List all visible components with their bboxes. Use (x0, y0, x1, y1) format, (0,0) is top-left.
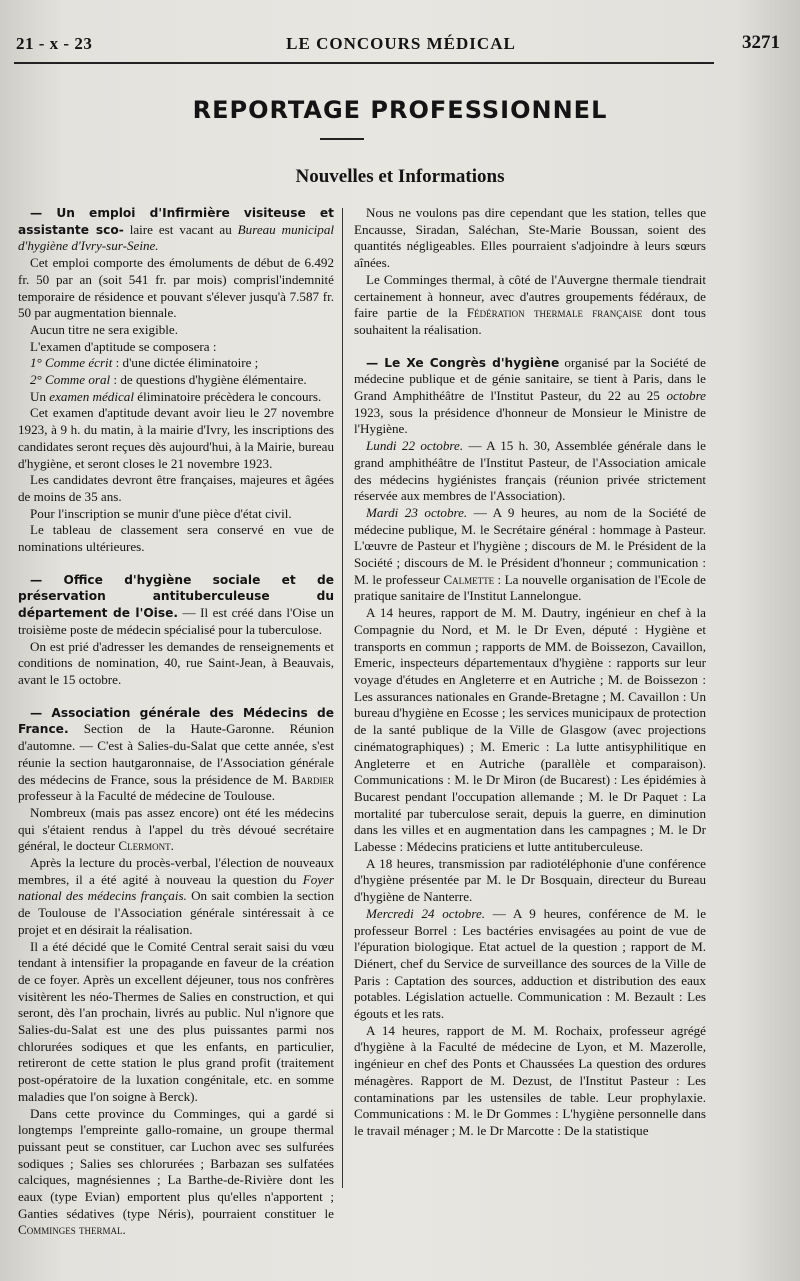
article-association: — Association générale des Médecins de France. Section de la Haute-Garonne. Réunion d'automne. — C'est à Salies-du-Salat que cette année, s'est réunie la section hautgaronnaise, de l'Association générale des médecins de France, sous la présidence de M. Bardier professeur à la Faculté de médecine de Toulouse. (18, 705, 334, 804)
paragraph: A 14 heures, rapport de M. M. Dautry, ingénieur en chef à la Compagnie du Nord, et M. le Dr Even, député : Hygiène et transports en commun ; rapports de MM. de Boissezon, Cavaillon, Emeric, inspecteurs départementaux d'hygiène : rapports sur leur voyage d'études en Angleterre et en Autriche ; M. de Boissezon : Les assurances nationales en Grande-Bretagne ; M. Cavaillon : Un bureau d'hygiène en Ecosse ; les services municipaux de protection de la santé publique de la Ville de Glasgow (avec projections cinématographiques) ; M. Emeric : La lutte antisyphilitique en Angleterre et en Autriche (parallèle et comparaison). Communications : M. le Dr Miron (de Bucarest) : Les épidémies à Bucarest pendant l'occupation allemande ; M. le Dr Paquet : La mortalité par tuberculose serait, depuis la guerre, en diminution dans les villes et en augmentation dans les campagnes ; M. le Dr Labesse : Médecins praticiens et lutte antituberculeuse. (354, 605, 706, 855)
paragraph: Le tableau de classement sera conservé en vue de nominations ultérieures. (18, 522, 334, 555)
left-column (18, 205, 334, 1239)
paragraph: Les candidates devront être françaises, majeures et âgées de moins de 35 ans. (18, 472, 334, 504)
page-number: 3271 (742, 32, 780, 53)
paragraph: Un examen médical éliminatoire précèdera le concours. (30, 388, 322, 404)
paragraph: Cet examen d'aptitude devant avoir lieu le 27 novembre 1923, à 9 h. du matin, à la mairie d'Ivry, les inscriptions des candidates seront reçues dès aujourd'hui, à la Mairie, bureau d'hygiène, et seront closes le 21 novembre 1923. (18, 405, 334, 471)
paragraph: Lundi 22 octobre. — A 15 h. 30, Assemblée générale dans le grand amphithéâtre de l'Institut Pasteur, de l'Association amicale des médecins hygiénistes français (réunion privée strictement réservée aux membres de l'Association). (354, 438, 706, 504)
right-column (354, 205, 706, 1140)
article-heading: — Le Xe Congrès d'hygiène (366, 355, 560, 370)
paragraph: 1° Comme écrit : d'une dictée éliminatoire ; (30, 355, 259, 371)
paragraph: A 18 heures, transmission par radiotéléphonie d'une conférence d'hygiène présentée par M. le Dr Bosquain, directeur du Bureau d'hygiène de Nanterre. (354, 855, 706, 905)
paragraph: Il a été décidé que le Comité Central serait saisi du vœu tendant à intensifier la propagande en faveur de la création de ce foyer. Après un excellent déjeuner, tous nos confrères visitèrent les néo-Thermes de Salies en construction, et qui seront, dès l'an prochain, livrés au public. Nul n'ignore que Salies-du-Salat est une des plus puissantes parmi nos chlorurées sodiques et que les enfants, en particulier, retireront de cette station le plus grand profit (traitement post-opératoire de la luxation congénitale, etc. en somme maladies que l'on soigne à Berck). (18, 938, 334, 1104)
article-heading: — Office d'hygiène sociale et de préservation antituberculeuse du département de l'Oise. (18, 572, 334, 621)
article-infirmiere: — Un emploi d'Infirmière visiteuse et assistante sco- laire est vacant au Bureau municipal d'hygiène d'Ivry-sur-Seine. (18, 206, 335, 254)
header-date: 21 - x - 23 (16, 34, 93, 53)
subtitle: Nouvelles et Informations (295, 166, 505, 187)
paragraph: Mardi 23 octobre. — A 9 heures, au nom de la Société de médecine publique, M. le Secrétaire général : hommage à Pasteur. L'œuvre de Pasteur et l'hygiène ; discours de M. le Président de la Société ; discours de M. le Président d'honneur ; communication : M. le professeur Calmette : La nouvelle organisation de l'Ecole de pratique sanitaire de l'Institut Lannelongue. (354, 504, 706, 604)
article-heading: — Un emploi d'Infirmière visiteuse et assistante sco- (18, 206, 334, 237)
paragraph: Après la lecture du procès-verbal, l'élection de nouveaux membres, il a été agité à nouveau la question du Foyer national des médecins français. On sait combien la section de Toulouse de l'Association générale sintéressait à ce projet et en désirait la réalisation. (18, 855, 334, 937)
paragraph: Aucun titre ne sera exigible. (30, 321, 178, 337)
paragraph: Nous ne voulons pas dire cependant que les station, telles que Encausse, Siradan, Saléchan, Ste-Marie Boussan, soient des quantités négligeables. Elles pourraient s'adjoindre à leurs sœurs aînées. (354, 205, 706, 271)
title-rule (320, 138, 364, 140)
paragraph: Mercredi 24 octobre. — A 9 heures, conférence de M. le professeur Borrel : Les bactéries envisagées au point de vue de l'épuration biologique. Etat actuel de la question ; rapport de M. Diénert, chef du Service de surveillance des sources de la Ville de Paris : Captation des sources, adduction et distribution des eaux potables. Législation actuelle. Communication : M. Bezault : Les égouts et les rats. (354, 905, 707, 1022)
paragraph: Nombreux (mais pas assez encore) ont été les médecins qui s'étaient rendus à l'appel du très dévoué secrétaire général, le docteur Clermont. (18, 804, 334, 854)
paragraph: Le Comminges thermal, à côté de l'Auvergne thermale tiendrait certainement à honneur, avec d'autres groupements fédéraux, de faire partie de la Fédération thermale française dont tous souhaitent la réalisation. (354, 271, 706, 337)
paragraph: On est prié d'adresser les demandes de renseignements et conditions de nomination, 40, rue Saint-Jean, à Beauvais, avant le 15 octobre. (18, 638, 334, 687)
paragraph: A 14 heures, rapport de M. M. Rochaix, professeur agrégé d'hygiène à la Faculté de médecine de Lyon, et M. Mazerolle, ingénieur en chef des Ponts et Chaussées La question des ordures ménagères. Rapport de M. Dezust, de l'Institut Pasteur : Les contaminations par les ustensiles de table. Leur prophylaxie. Communications : M. le Dr Gommes : L'hygiène personnelle dans le travail ménager ; M. le Dr Marcotte : De la statistique (354, 1022, 706, 1138)
paragraph: L'examen d'aptitude se composera : (30, 338, 217, 354)
column-divider (342, 208, 343, 1188)
section-title: REPORTAGE PROFESSIONNEL (192, 96, 608, 124)
header-rule (14, 62, 714, 64)
article-heading: — Association générale des Médecins de France. (18, 705, 334, 737)
paragraph: Dans cette province du Comminges, qui a gardé si longtemps l'empreinte gallo-romaine, un groupe thermal puissant peut se constituer, car Luchon avec ses sulfurées sodiques ; Salies ses chlorurées ; Barbazan ses sulfatées calciques, magnésiennes ; La Barthe-de-Rivière dont les eaux (type Evian) emportent plus qu'elles n'apportent ; Ganties sédatives (type Néris), pourraient constituer le Comminges thermal. (18, 1105, 334, 1238)
article-office-oise: — Office d'hygiène sociale et de préservation antituberculeuse du département de l'Oise. — Il est créé dans l'Oise un troisième poste de médecin spécialisé pour la tuberculose. (18, 572, 334, 637)
journal-title: LE CONCOURS MÉDICAL (286, 34, 516, 53)
paragraph: Pour l'inscription se munir d'une pièce d'état civil. (30, 505, 292, 521)
paragraph: 2° Comme oral : de questions d'hygiène élémentaire. (30, 372, 307, 388)
running-head (16, 30, 786, 56)
paragraph: Cet emploi comporte des émoluments de début de 6.492 fr. 50 par an (soit 541 fr. par mois) comprisl'indemnité temporaire de résidence et pouvant s'élever jusqu'à 7.587 fr. 50 par augmentation biennale. (18, 255, 334, 321)
article-congres: — Le Xe Congrès d'hygiène organisé par la Société de médecine publique et de génie sanitaire, se tient à Paris, dans le Grand Amphithéâtre de l'Institut Pasteur, du 22 au 25 octobre 1923, sous la présidence d'honneur de Monsieur le Ministre de l'Hygiène. (354, 354, 706, 437)
